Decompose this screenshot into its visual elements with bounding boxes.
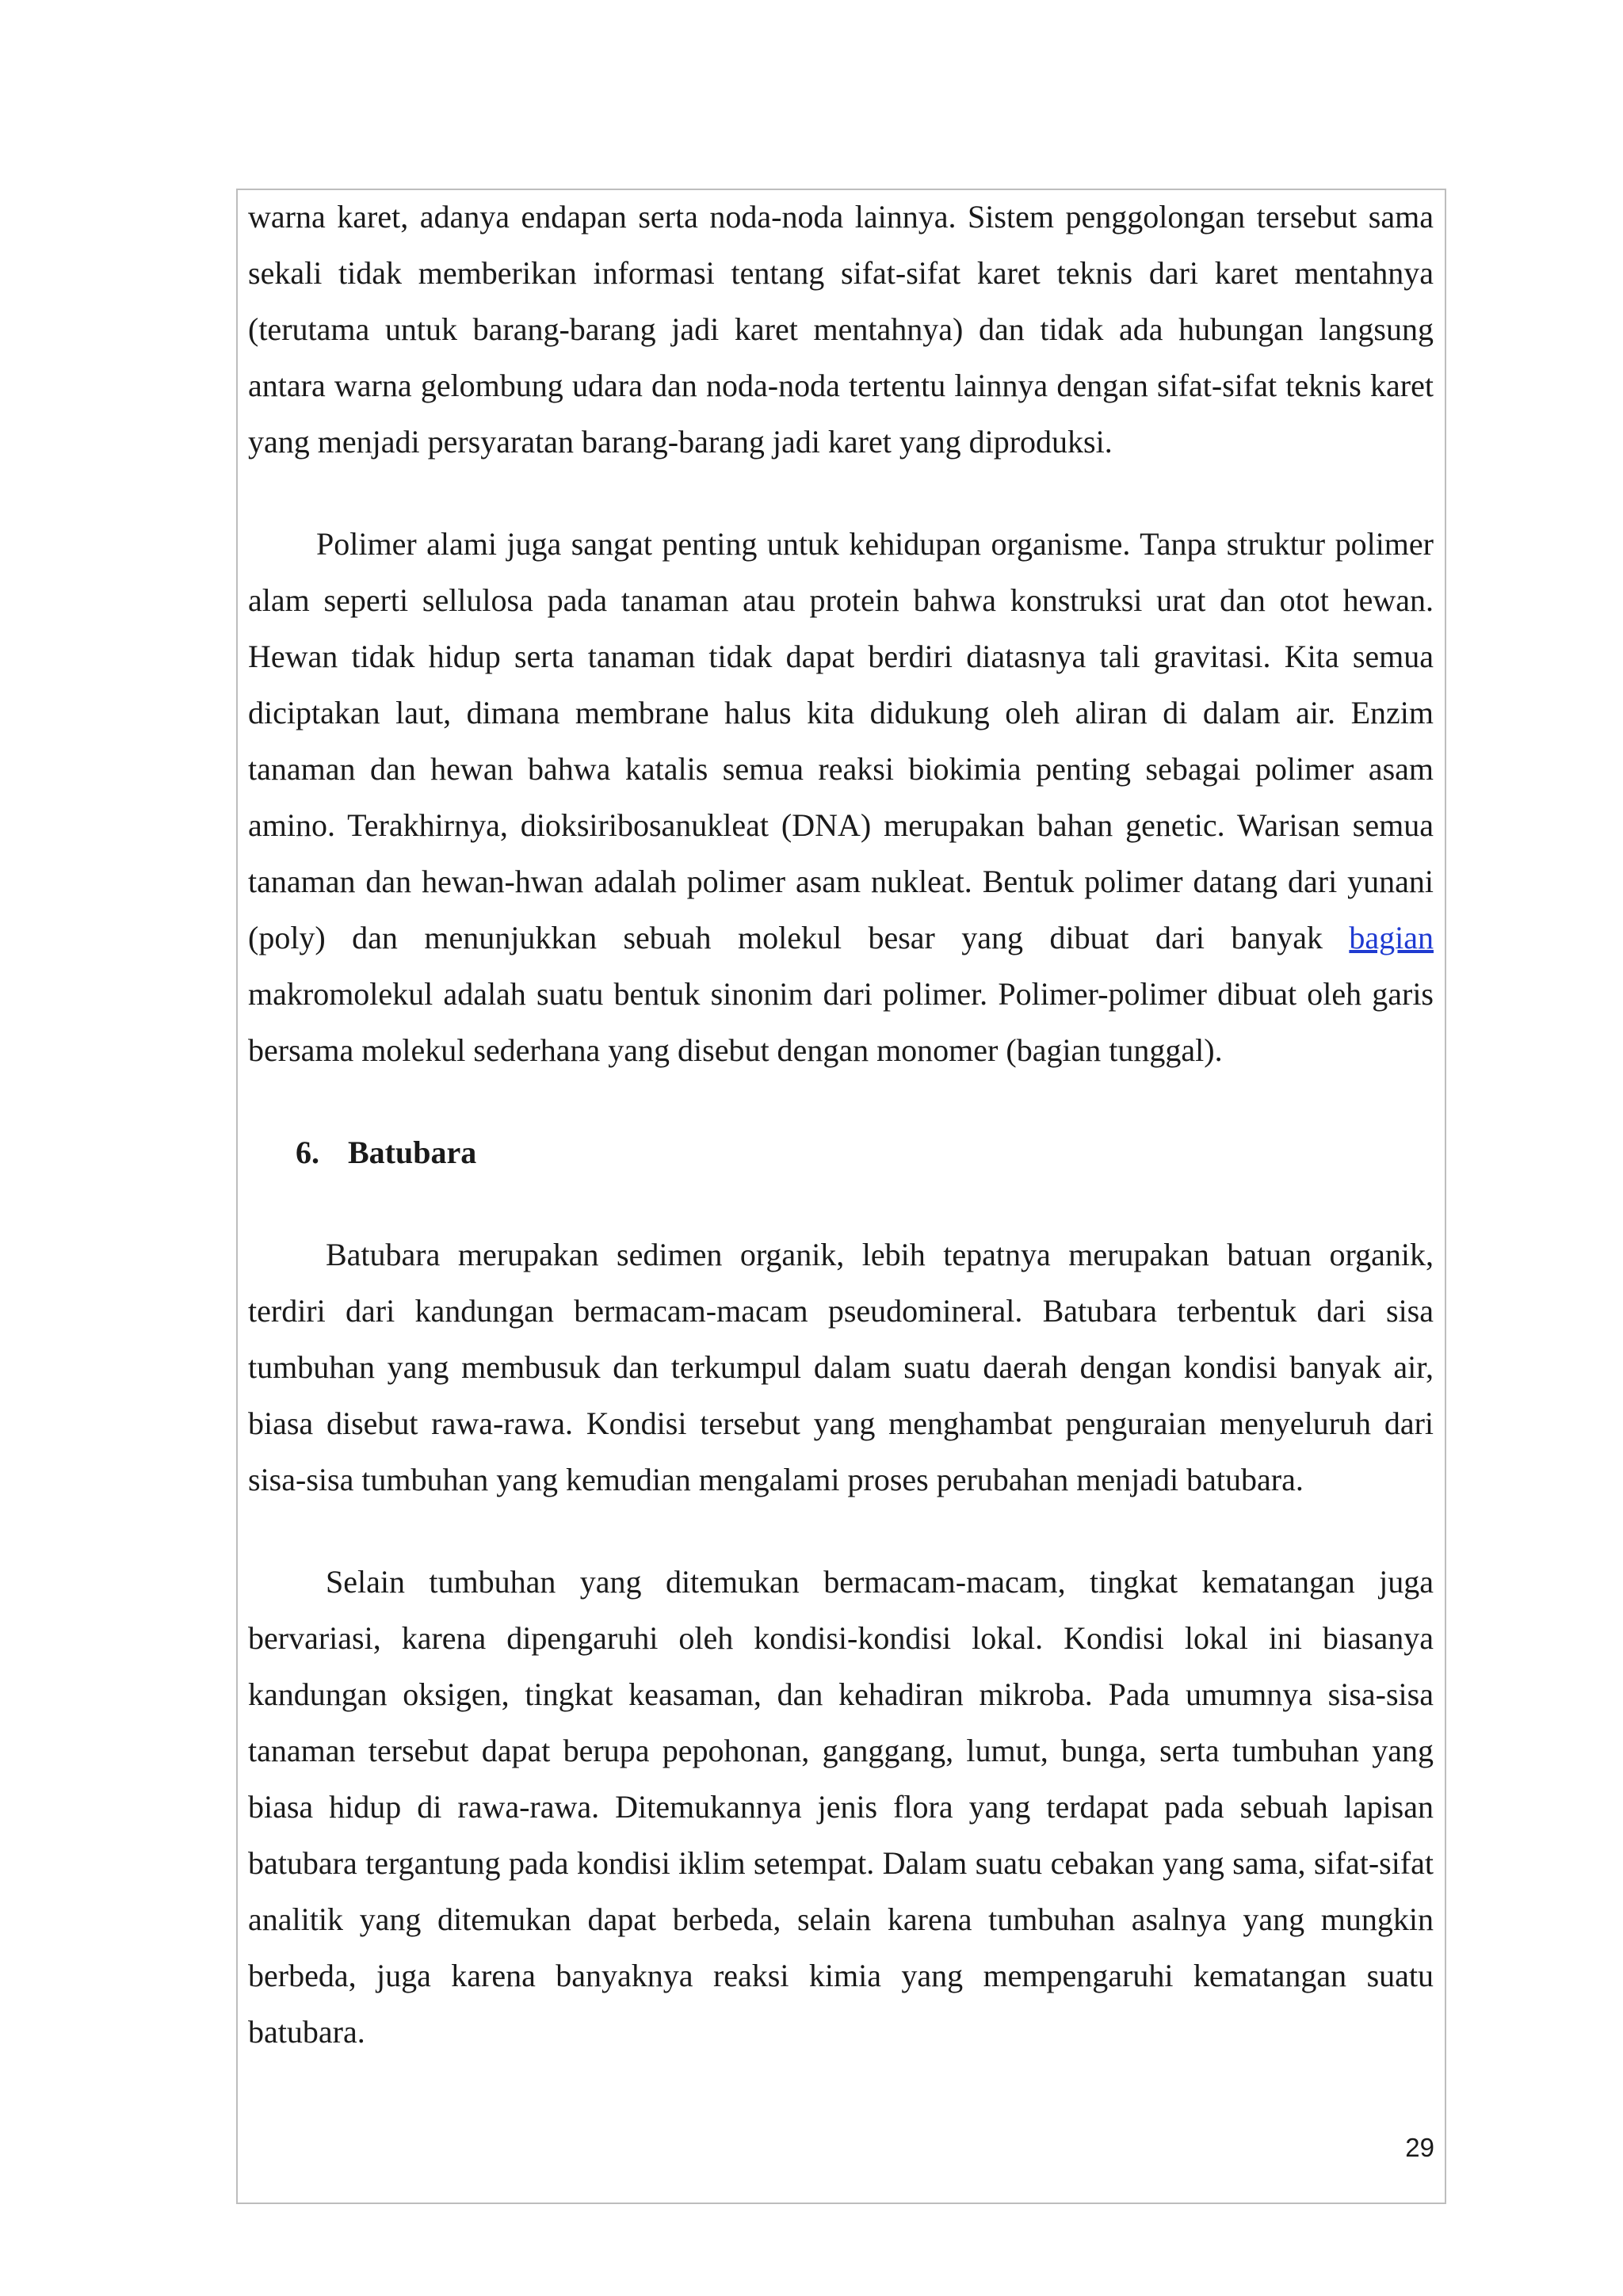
paragraph-spacer	[248, 470, 1434, 516]
paragraph-spacer	[248, 1078, 1434, 1124]
paragraph-natural-polymers	[248, 516, 1434, 1078]
page-content	[248, 189, 1434, 2060]
paragraph-rubber-classification: warna karet, adanya endapan serta noda-noda lainnya. Sistem penggolongan tersebut sama sekali tidak memberikan informasi tentang sifat-sifat karet teknis dari karet mentahnya (terutama untuk barang-barang jadi karet mentahnya) dan tidak ada hubungan langsung antara warna gelombung udara dan noda-noda tertentu lainnya dengan sifat-sifat teknis karet yang menjadi persyaratan barang-barang jadi karet yang diproduksi.	[248, 199, 1434, 460]
paragraph-text: Polimer alami juga sangat penting untuk kehidupan organisme. Tanpa struktur polimer alam seperti sellulosa pada tanaman atau protein bahwa konstruksi urat dan otot hewan. Hewan tidak hidup serta tanaman tidak dapat berdiri diatasnya tali gravitasi. Kita semua diciptakan laut, dimana membrane halus kita didukung oleh aliran di dalam air. Enzim tanaman dan hewan bahwa katalis semua reaksi biokimia penting sebagai polimer asam amino. Terakhirnya, dioksiribosanukleat (DNA) merupakan bahan genetic. Warisan semua tanaman dan hewan-hwan adalah polimer asam nukleat. Bentuk polimer datang dari yunani (poly) dan menunjukkan sebuah molekul besar yang dibuat dari banyak	[248, 526, 1434, 955]
paragraph-coal-maturity: Selain tumbuhan yang ditemukan bermacam-macam, tingkat kematangan juga bervariasi, karena dipengaruhi oleh kondisi-kondisi lokal. Kondisi lokal ini biasanya kandungan oksigen, tingkat keasaman, dan kehadiran mikroba. Pada umumnya sisa-sisa tanaman tersebut dapat berupa pepohonan, ganggang, lumut, bunga, serta tumbuhan yang biasa hidup di rawa-rawa. Ditemukannya jenis flora yang terdapat pada sebuah lapisan batubara tergantung pada kondisi iklim setempat. Dalam suatu cebakan yang sama, sifat-sifat analitik yang ditemukan dapat berbeda, selain karena tumbuhan asalnya yang mungkin berbeda, juga karena banyaknya reaksi kimia yang mempengaruhi kematangan suatu batubara.	[248, 1564, 1434, 2050]
section-number: 6.	[296, 1135, 319, 1170]
bagian-link[interactable]: bagian	[1349, 920, 1434, 955]
paragraph-text: makromolekul adalah suatu bentuk sinonim dari polimer. Polimer-polimer dibuat oleh garis bersama molekul sederhana yang disebut dengan monomer (bagian tunggal).	[248, 976, 1434, 1068]
paragraph-spacer	[248, 1180, 1434, 1226]
paragraph-spacer	[248, 1508, 1434, 1554]
paragraph-coal-definition: Batubara merupakan sedimen organik, lebih tepatnya merupakan batuan organik, terdiri dari kandungan bermacam-macam pseudomineral. Batubara terbentuk dari sisa tumbuhan yang membusuk dan terkumpul dalam suatu daerah dengan kondisi banyak air, biasa disebut rawa-rawa. Kondisi tersebut yang menghambat penguraian menyeluruh dari sisa-sisa tumbuhan yang kemudian mengalami proses perubahan menjadi batubara.	[248, 1237, 1434, 1497]
section-title: Batubara	[348, 1135, 477, 1170]
page-number: 29	[1405, 2133, 1434, 2162]
section-heading	[248, 1124, 1434, 1180]
